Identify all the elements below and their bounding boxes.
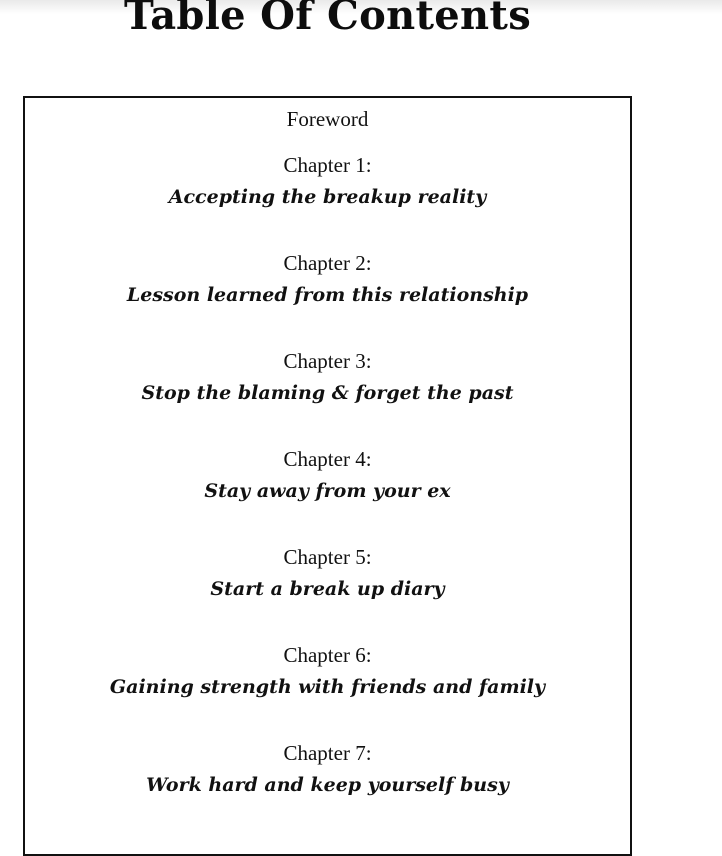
- chapter-number: Chapter 5:: [283, 545, 372, 569]
- toc-chapter-1[interactable]: [25, 152, 630, 209]
- toc-foreword[interactable]: Foreword: [286, 107, 369, 131]
- page-title: Table Of Contents: [123, 0, 532, 39]
- chapter-number: Chapter 7:: [283, 741, 372, 765]
- chapter-number: Chapter 1:: [283, 153, 372, 177]
- chapter-number: Chapter 6:: [283, 643, 372, 667]
- toc-chapter-2[interactable]: [25, 250, 630, 307]
- toc-chapter-3[interactable]: [25, 348, 630, 405]
- toc-chapter-4[interactable]: [25, 446, 630, 503]
- chapter-number: Chapter 4:: [283, 447, 372, 471]
- chapter-title: Stay away from your ex: [204, 480, 451, 502]
- chapter-number: Chapter 3:: [283, 349, 372, 373]
- chapter-title: Start a break up diary: [210, 578, 445, 600]
- chapter-title: Stop the blaming & forget the past: [141, 382, 514, 404]
- chapter-title: Accepting the breakup reality: [168, 186, 487, 208]
- toc-chapter-7[interactable]: [25, 740, 630, 797]
- table-of-contents-box: [23, 96, 632, 856]
- chapter-title: Lesson learned from this relationship: [126, 284, 529, 306]
- toc-chapter-6[interactable]: [25, 642, 630, 699]
- chapter-title: Gaining strength with friends and family: [109, 676, 546, 698]
- toc-chapter-5[interactable]: [25, 544, 630, 601]
- chapter-number: Chapter 2:: [283, 251, 372, 275]
- chapter-title: Work hard and keep yourself busy: [146, 774, 509, 796]
